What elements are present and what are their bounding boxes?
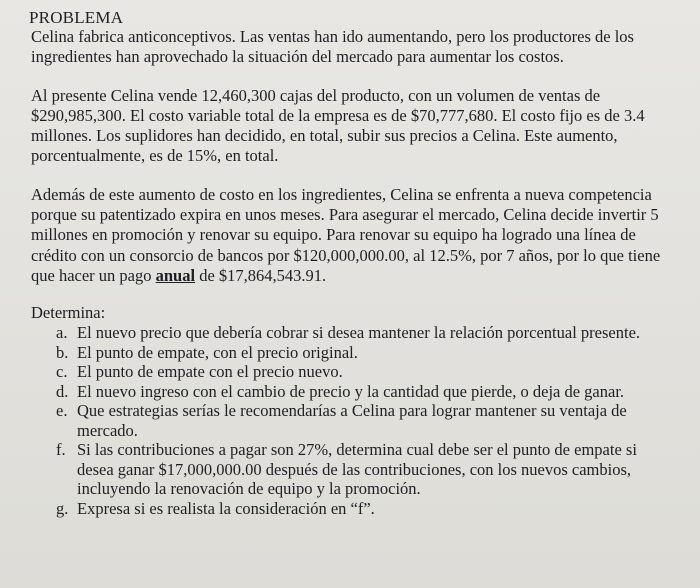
item-marker: f. — [56, 440, 66, 460]
list-item — [56, 499, 670, 519]
sales-paragraph: Al presente Celina vende 12,460,300 cajas del producto, con un volumen de ventas de $290,985,300. El costo variable total de la empresa es de $70,777,680. El costo fijo es de 3.4 millones. Los suplidores han decidido, en total, subir sus precios a Celina. Este aumento, porcentualmente, es de 15%, en total. — [31, 85, 645, 166]
item-text: Si las contribuciones a pagar son 27%, determina cual debe ser el punto de empate si desea ganar $17,000,000.00 después de las contribuciones, con los nuevos cambios, incluyendo la renovación de equipo y la promoción. — [77, 440, 637, 499]
item-marker: g. — [56, 498, 69, 518]
spacer — [31, 68, 670, 86]
competition-text: Además de este aumento de costo en los ingredientes, Celina se enfrenta a nueva competencia porque su patentizado expira en unos meses. Para asegurar el mercado, Celina decide invertir 5 millones en promoción y renovar su equipo. Para renovar su equipo ha logrado una línea de crédito con un consorcio de bancos por $120,000,000.00, al 12.5%, por 7 años, por lo que tiene que hacer un pago — [31, 184, 661, 285]
intro-paragraph: Celina fabrica anticonceptivos. Las ventas han ido aumentando, pero los productores de los ingredientes han aprovechado la situación del mercado para aumentar los costos. — [31, 27, 634, 67]
problem-heading: PROBLEMA — [29, 8, 124, 27]
item-marker: e. — [56, 401, 68, 421]
item-text: Que estrategias serías le recomendarías a Celina para lograr mantener su ventaja de mercado. — [77, 401, 627, 440]
list-item — [56, 401, 670, 440]
spacer — [31, 167, 670, 185]
item-marker: d. — [56, 381, 69, 401]
competition-paragraph — [31, 185, 670, 286]
list-title: Determina: — [31, 303, 106, 323]
item-text: El punto de empate, con el precio original. — [77, 342, 358, 362]
list-item — [56, 382, 670, 402]
list-item — [56, 440, 670, 499]
spacer — [31, 286, 670, 303]
list-item — [56, 362, 670, 382]
payment-amount-text: de $17,864,543.91. — [195, 265, 327, 285]
item-marker: c. — [56, 362, 68, 382]
annual-emphasis: anual — [155, 265, 196, 285]
list-item — [56, 343, 670, 363]
item-marker: a. — [56, 323, 68, 343]
item-text: El nuevo precio que debería cobrar si desea mantener la relación porcentual presente. — [77, 323, 641, 343]
list-item — [56, 323, 670, 343]
item-text: El nuevo ingreso con el cambio de precio y la cantidad que pierde, o deja de ganar. — [77, 381, 625, 401]
item-text: Expresa si es realista la consideración en “f”. — [77, 498, 375, 518]
question-list — [31, 323, 670, 518]
item-text: El punto de empate con el precio nuevo. — [77, 362, 343, 382]
item-marker: b. — [56, 342, 69, 362]
